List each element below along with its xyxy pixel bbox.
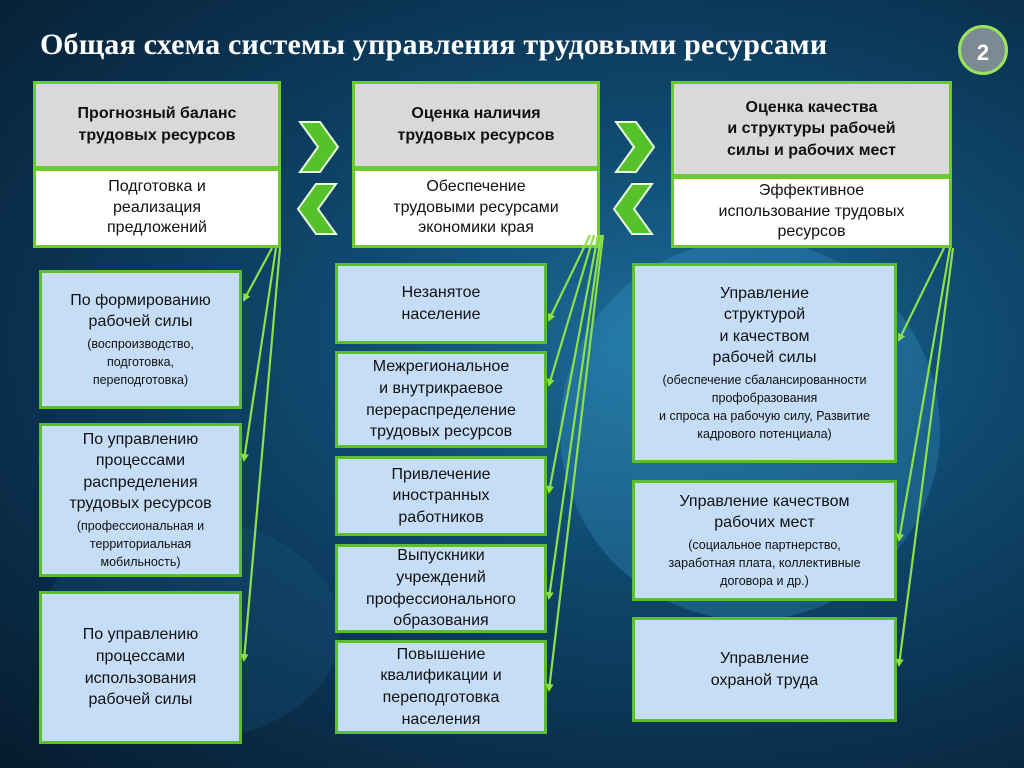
sub-provision-resources: Обеспечение трудовыми ресурсами экономики края [352,168,600,248]
item-title: Незанятое население [401,283,481,323]
header-availability-assessment: Оценка наличия трудовых ресурсов [352,81,600,169]
item-note: (профессиональная и территориальная мобильность) [76,519,205,570]
item-title: По управлению процессами использования рабочей силы [82,626,199,709]
header-quality-assessment: Оценка качества и структуры рабочей силы и рабочих мест [671,81,952,177]
sub-preparation-proposals: Подготовка и реализация предложений [33,168,281,248]
item-title: Управление качеством рабочих мест [679,492,850,532]
item-title: Выпускники учреждений профессионального образования [366,547,516,630]
item-title: Привлечение иностранных работников [391,465,491,526]
item-note: (социальное партнерство, заработная плата, коллективные договора и др.) [668,537,861,589]
sub-effective-use: Эффективное использование трудовых ресурсов [671,176,952,248]
item-title: Управление охраной труда [710,649,819,689]
item-note: (воспроизводство, подготовка, переподготовка) [87,336,194,388]
item-note: (обеспечение сбалансированности профобразования и спроса на рабочую силу, Развитие кадрового потенциала) [659,372,870,442]
item-title: Повышение квалификации и переподготовка населения [380,645,502,728]
item-title: По формированию рабочей силы [70,291,211,331]
header-forecast-balance: Прогнозный баланс трудовых ресурсов [33,81,281,169]
item-title: Межрегиональное и внутрикраевое перераспределение трудовых ресурсов [366,358,516,441]
item-title: Управление структурой и качеством рабочей силы [712,284,817,367]
page-number-badge: 2 [958,25,1008,75]
page-title: Общая схема системы управления трудовыми ресурсами [40,28,828,61]
item-title: По управлению процессами распределения трудовых ресурсов [69,430,212,513]
